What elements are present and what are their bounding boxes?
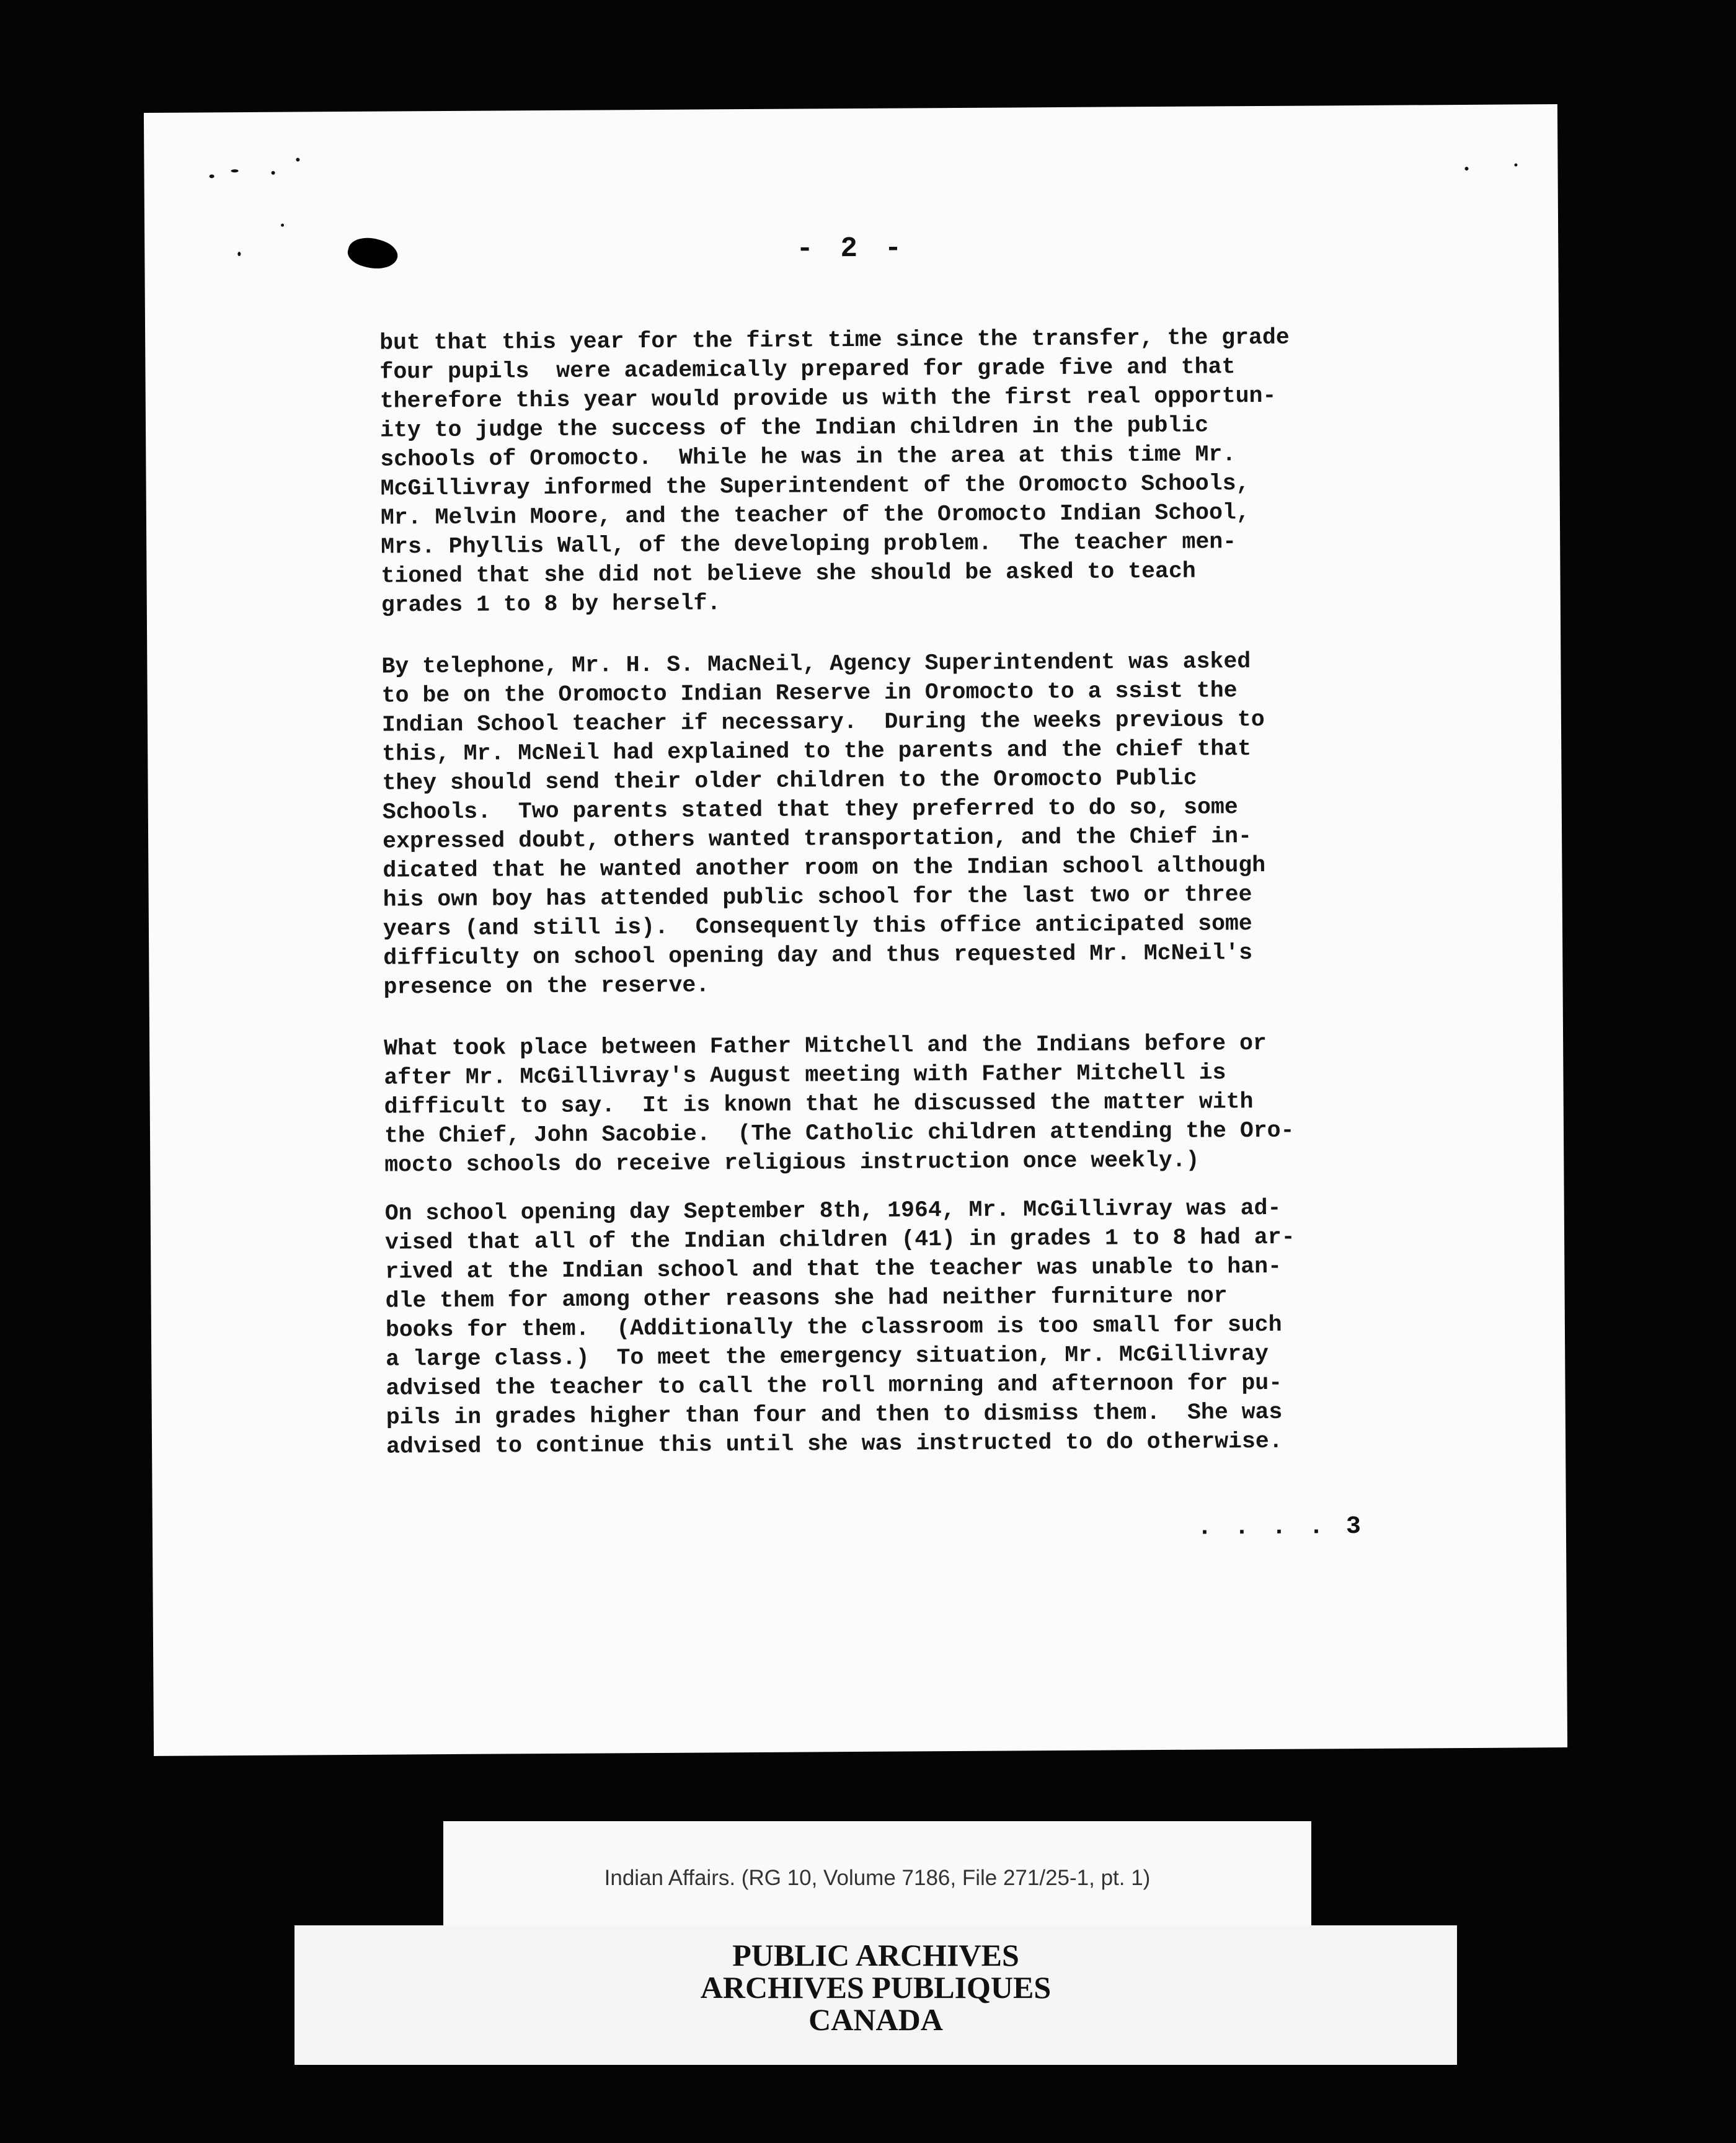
body-paragraph: What took place between Father Mitchell and the Indians before or after Mr. McGillivray's August meeting with Father Mitchell is difficult to say. It is known that he discussed the matter with the Chief, John Sacobie. (The Catholic children attending the Oro- mocto schools do receive religious instruction once weekly.) <box>384 1030 1295 1178</box>
continuation-marker: . . . . 3 <box>1197 1513 1365 1542</box>
ink-speck <box>210 174 215 178</box>
archives-stamp <box>294 1925 1457 2065</box>
ink-speck <box>231 169 238 172</box>
ink-speck <box>272 171 275 175</box>
archive-source-citation: Indian Affairs. (RG 10, Volume 7186, File 271/25-1, pt. 1) <box>604 1866 1151 1890</box>
body-paragraph: By telephone, Mr. H. S. MacNeil, Agency Superintendent was asked to be on the Oromocto Indian Reserve in Oromocto to a ssist the Indian School teacher if necessary. During the weeks previous to this, Mr. McNeil had explained to the parents and the chief that they should send their older children to the Oromocto Public Schools. Two parents stated that they preferred to do so, some expressed doubt, others wanted transportation, and the Chief in- dicated that he wanted another room on the Indian school although his own boy has attended public school for the last two or three years (and still is). Consequently this office anticipated some difficulty on school opening day and thus requested Mr. McNeil's presence on the reserve. <box>381 649 1266 1000</box>
page-number: - 2 - <box>796 232 907 265</box>
body-paragraph: but that this year for the first time since the transfer, the grade four pupils were academically prepared for grade five and that therefore this year would provide us with the first real opportun- ity to judge the success of the Indian children in the public schools of Oromocto. While he was in the area at this time Mr. McGillivray informed the Superintendent of the Oromocto Schools, Mr. Melvin Moore, and the teacher of the Oromocto Indian School, Mrs. Phyllis Wall, of the developing problem. The teacher men- tioned that she did not believe she should be asked to teach grades 1 to 8 by herself. <box>379 324 1290 618</box>
ink-speck <box>1514 163 1517 166</box>
stamp-line-english: PUBLIC ARCHIVES <box>732 1938 1019 1972</box>
document-page <box>144 104 1567 1756</box>
stamp-line-country: CANADA <box>808 2002 943 2037</box>
stamp-line-french: ARCHIVES PUBLIQUES <box>700 1970 1052 2005</box>
body-paragraph: On school opening day September 8th, 1964, Mr. McGillivray was ad- vised that all of the Indian children (41) in grades 1 to 8 had ar- rived at the Indian school and that the teacher was unable to han- dle them for among other reasons she had neither furniture nor books for them. (Additionally the classroom is too small for such a large class.) To meet the emergency situation, Mr. McGillivray advised the teacher to call the roll morning and afternoon for pu- pils in grades higher than four and then to dismiss them. She was advised to continue this until she was instructed to do otherwise. <box>384 1195 1295 1460</box>
ink-speck <box>296 158 299 161</box>
archives-stamp-text <box>294 1939 1457 2036</box>
ink-speck <box>1464 167 1468 171</box>
ink-speck <box>281 224 284 227</box>
